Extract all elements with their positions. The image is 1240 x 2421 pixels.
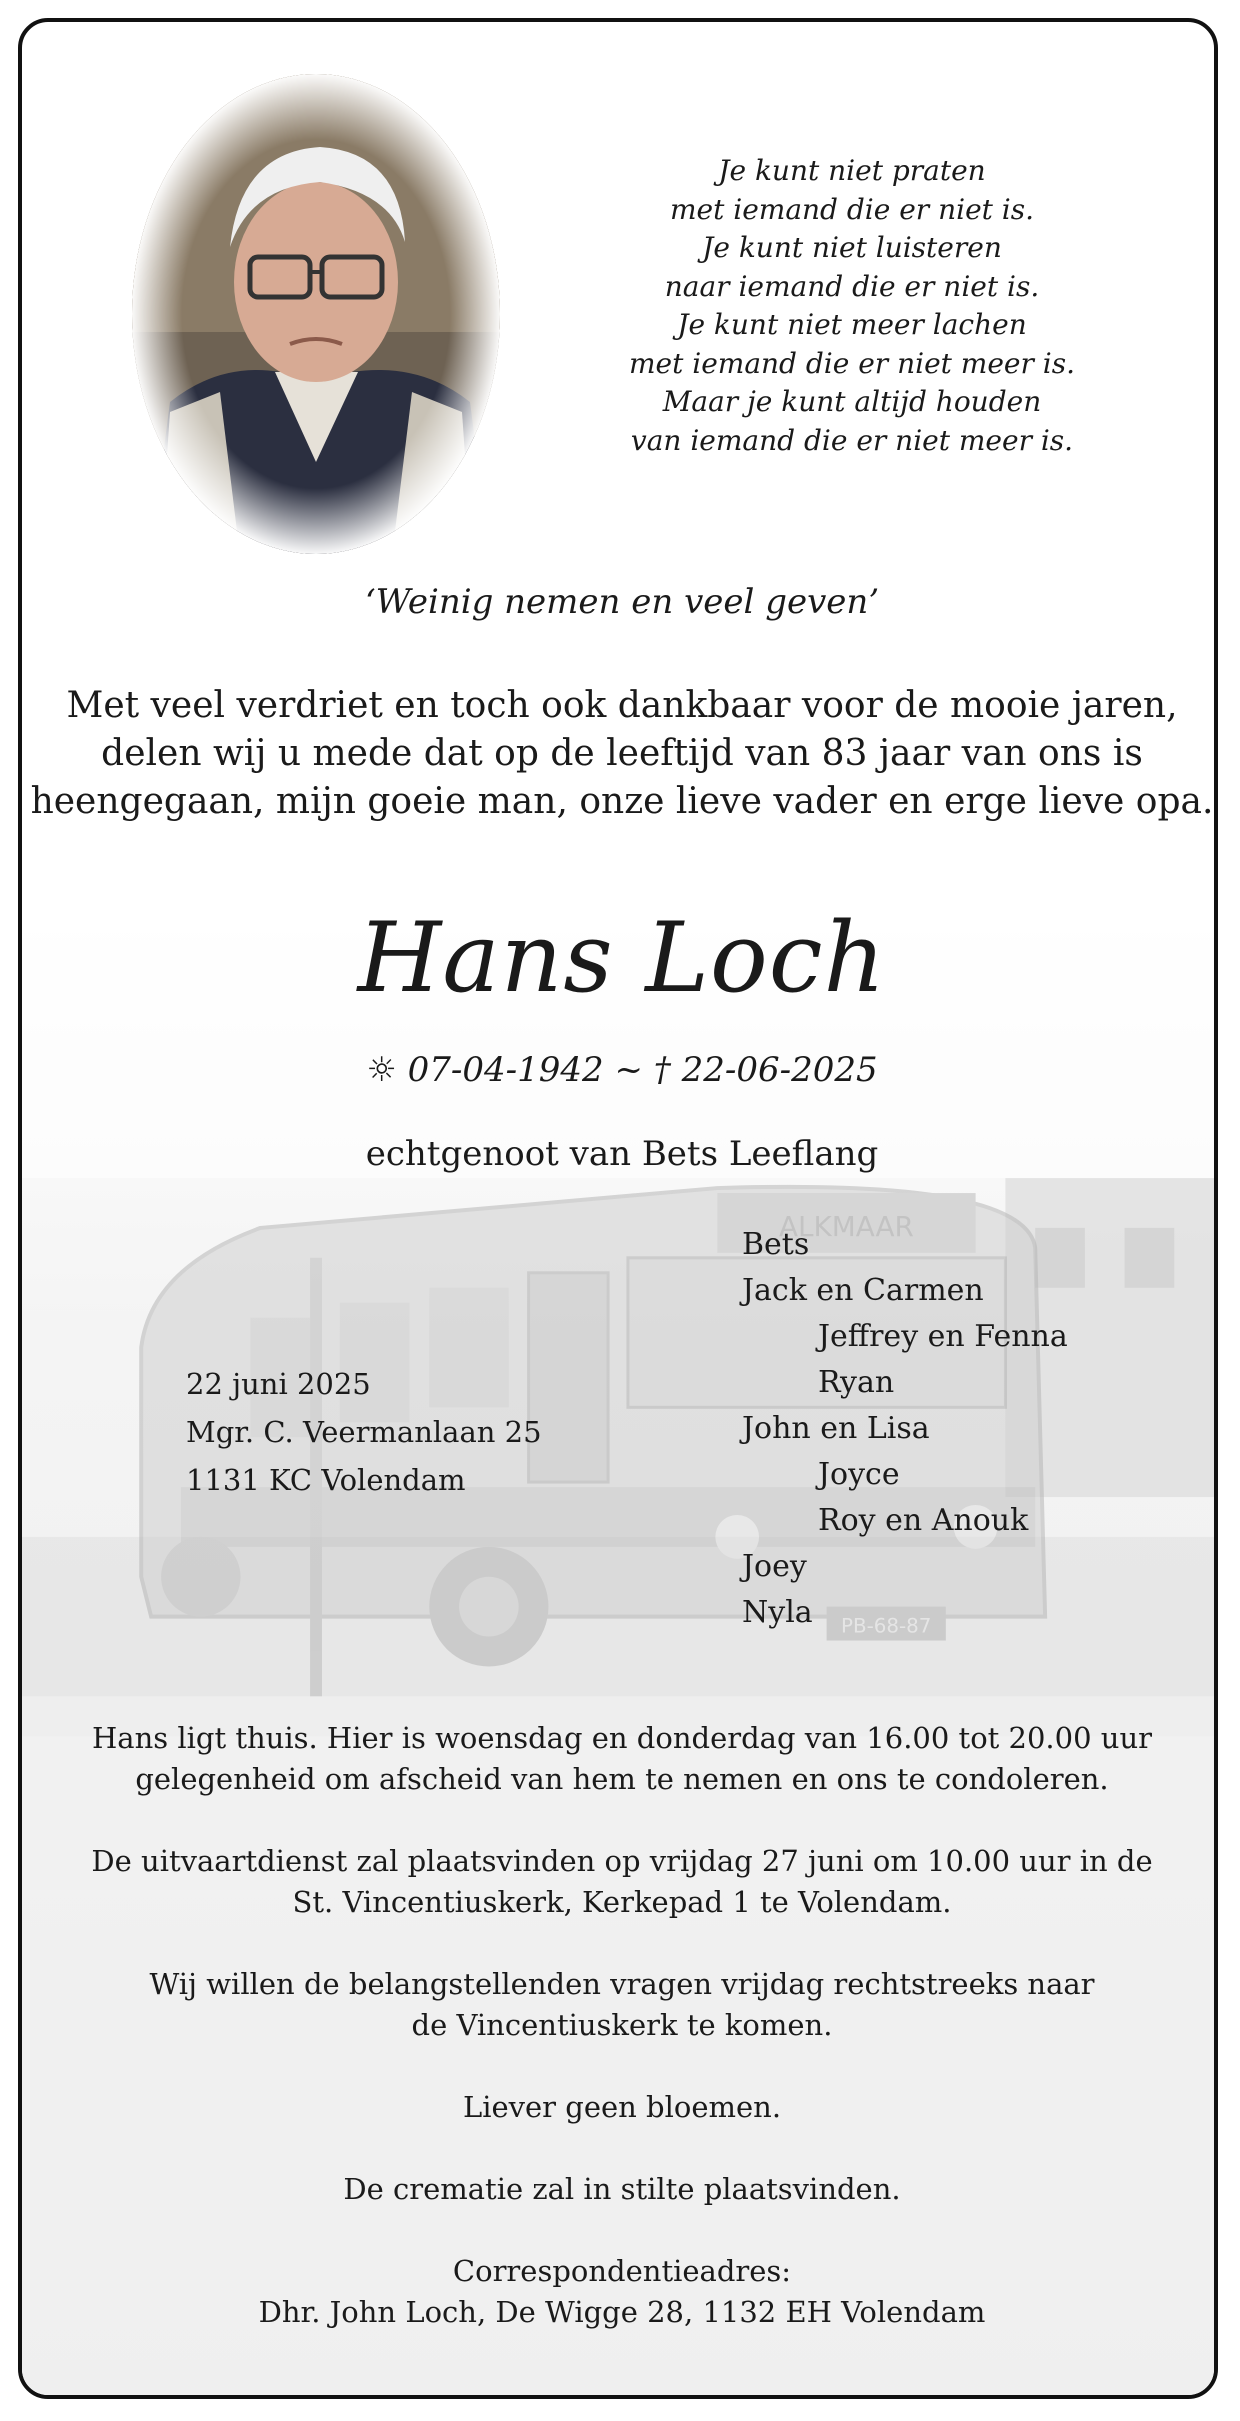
poem-line: naar iemand die er niet is. — [664, 269, 1040, 303]
address-date: 22 juni 2025 — [186, 1367, 371, 1401]
portrait-photo — [130, 72, 502, 556]
motto: ‘Weinig nemen en veel geven’ — [364, 582, 880, 622]
svg-text:ALKMAAR: ALKMAAR — [779, 1209, 914, 1243]
poem-line: met iemand die er niet meer is. — [628, 346, 1076, 380]
poem-line: van iemand die er niet meer is. — [630, 423, 1074, 457]
notice-line: Hans ligt thuis. Hier is woensdag en donderdag van 16.00 tot 20.00 uur — [91, 1721, 1152, 1755]
poem — [582, 152, 1122, 460]
family-member: Joey — [742, 1549, 807, 1584]
family-member: Nyla — [742, 1595, 813, 1630]
notice-flowers — [22, 2087, 1218, 2128]
family-member: Joyce — [818, 1457, 900, 1492]
funeral-card — [18, 18, 1218, 2399]
notices — [22, 1718, 1218, 2374]
notice-viewing — [22, 1718, 1218, 1800]
notice-cremation — [22, 2169, 1218, 2210]
notice-line: St. Vincentiuskerk, Kerkepad 1 te Volendam. — [292, 1885, 952, 1919]
notice-service — [22, 1841, 1218, 1923]
family-member: Jeffrey en Fenna — [818, 1319, 1068, 1354]
notice-line: Liever geen bloemen. — [462, 2090, 782, 2124]
poem-line: Je kunt niet praten — [718, 154, 986, 187]
notice-request — [22, 1964, 1218, 2046]
poem-line: Je kunt niet luisteren — [702, 231, 1002, 264]
spouse-line: echtgenoot van Bets Leeflang — [365, 1134, 879, 1174]
family-list — [742, 1222, 1068, 1636]
intro-line: heengegaan, mijn goeie man, onze lieve vader en erge lieve opa. — [30, 781, 1214, 822]
notice-line: gelegenheid om afscheid van hem te nemen en ons te condoleren. — [135, 1762, 1109, 1796]
notice-line: de Vincentiuskerk te komen. — [411, 2008, 833, 2042]
life-dates: ☼ 07-04-1942 ~ † 22-06-2025 — [366, 1050, 878, 1090]
deceased-name: Hans Loch — [357, 902, 887, 1014]
svg-text:PB-68-87: PB-68-87 — [841, 1614, 932, 1638]
notice-line: De crematie zal in stilte plaatsvinden. — [343, 2172, 901, 2206]
family-member: John en Lisa — [742, 1411, 930, 1446]
address-street: Mgr. C. Veermanlaan 25 — [186, 1415, 542, 1449]
intro-line: Met veel verdriet en toch ook dankbaar voor de mooie jaren, — [66, 685, 1178, 726]
poem-line: Je kunt niet meer lachen — [677, 308, 1027, 341]
notice-correspondence — [22, 2251, 1218, 2333]
family-member: Bets — [742, 1227, 810, 1262]
notice-line: Wij willen de belangstellenden vragen vrijdag rechtstreeks naar — [149, 1967, 1095, 2001]
family-member: Ryan — [818, 1365, 895, 1400]
family-member: Jack en Carmen — [742, 1273, 984, 1308]
family-member: Roy en Anouk — [818, 1503, 1029, 1538]
notice-line: De uitvaartdienst zal plaatsvinden op vrijdag 27 juni om 10.00 uur in de — [91, 1844, 1153, 1878]
address-city: 1131 KC Volendam — [186, 1463, 466, 1497]
intro-line: delen wij u mede dat op de leeftijd van 83 jaar van ons is — [101, 733, 1143, 774]
poem-line: met iemand die er niet is. — [669, 192, 1035, 226]
home-address — [186, 1360, 542, 1504]
notice-line: Dhr. John Loch, De Wigge 28, 1132 EH Volendam — [258, 2295, 986, 2329]
intro-text — [22, 682, 1218, 826]
notice-line: Correspondentieadres: — [452, 2254, 792, 2288]
poem-line: Maar je kunt altijd houden — [662, 385, 1042, 418]
